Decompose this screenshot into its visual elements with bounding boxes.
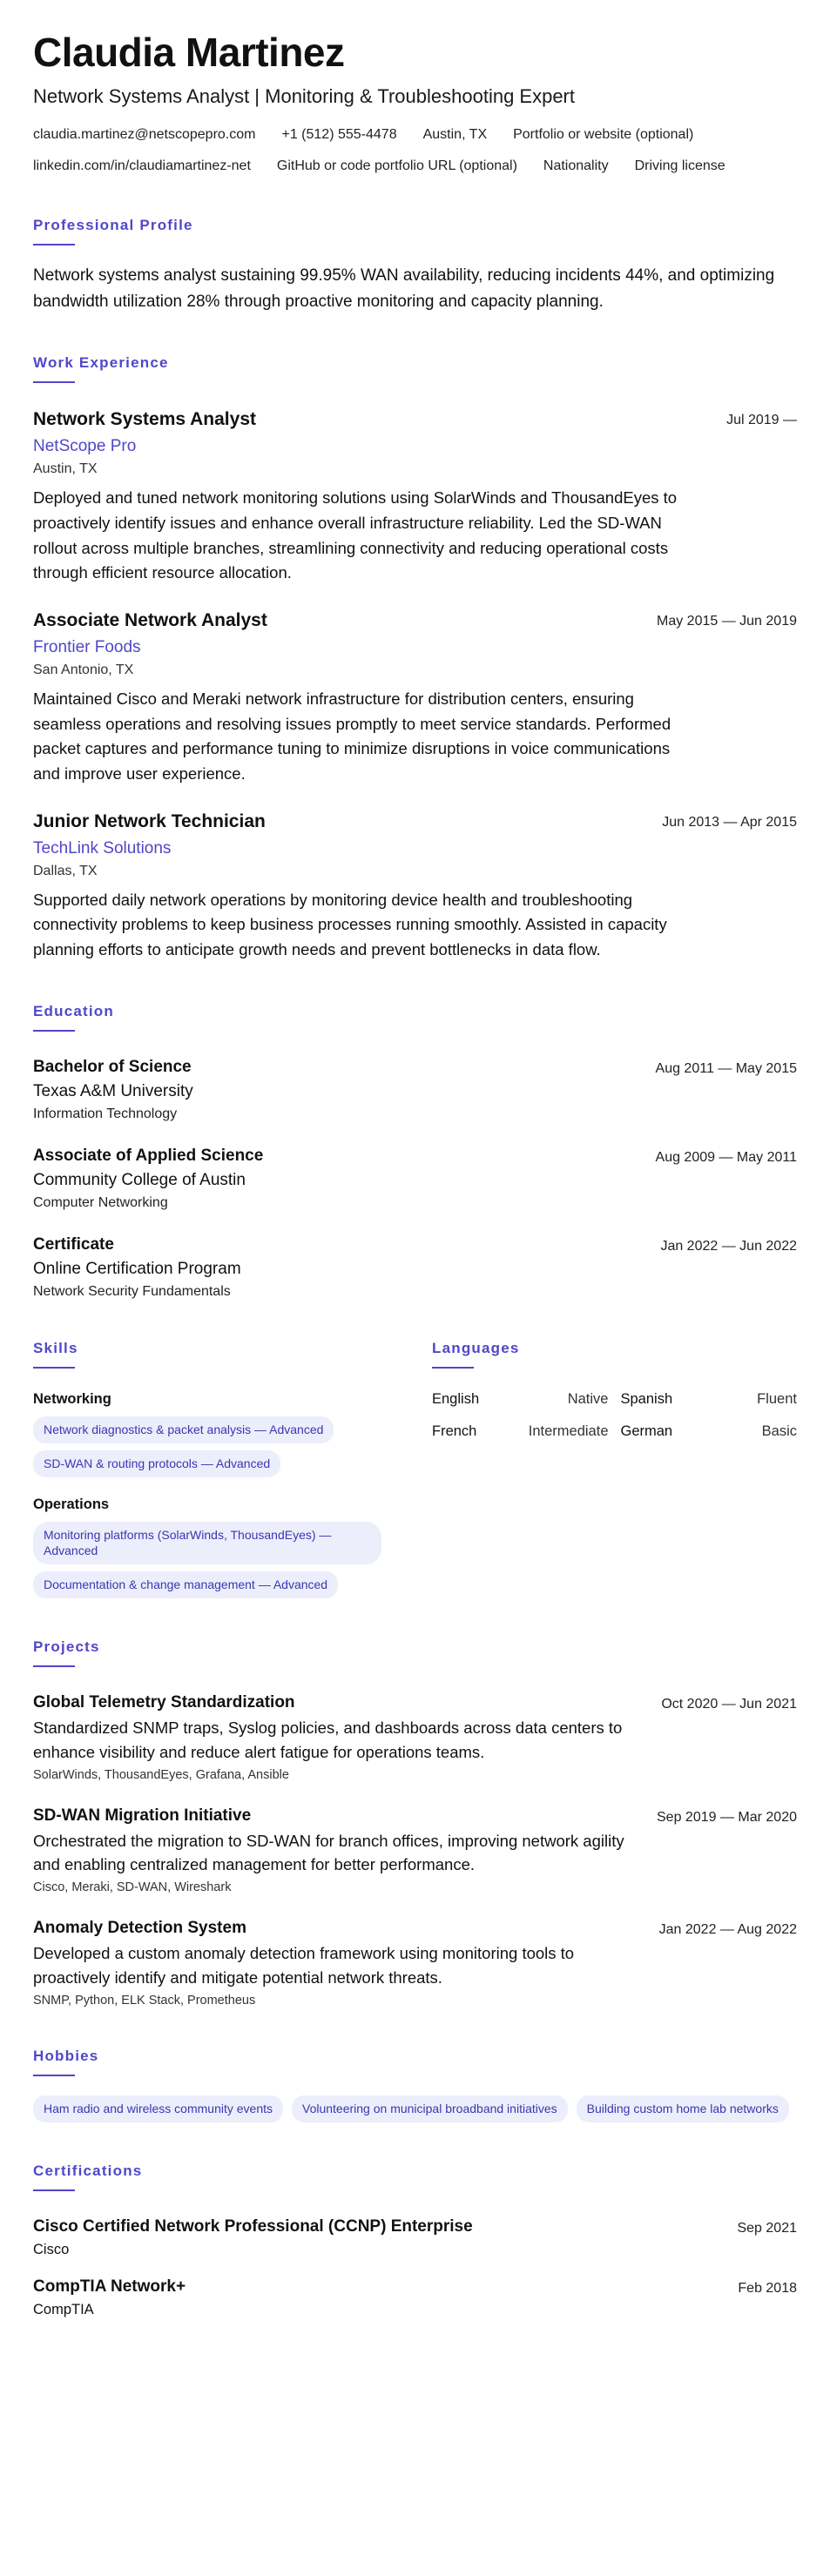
contact-email[interactable]: claudia.martinez@netscopepro.com [33, 127, 256, 143]
profile-summary: Network systems analyst sustaining 99.95% WAN availability, reducing incidents 44%, and optimizing bandwidth utilization 28% through proactive monitoring and capacity planning. [33, 266, 775, 311]
experience-dates: Jul 2019 — [726, 413, 797, 428]
project-dates: Sep 2019 — Mar 2020 [657, 1809, 797, 1825]
candidate-headline: Network Systems Analyst | Monitoring & Troubleshooting Expert [33, 85, 575, 108]
language-name: English [432, 1390, 480, 1407]
school-name: Community College of Austin [33, 1170, 246, 1189]
section-divider [33, 1665, 75, 1667]
project-description: Developed a custom anomaly detection framework using monitoring tools to proactively identify and mitigate potential network threats. [33, 1944, 575, 1987]
school-name: Texas A&M University [33, 1081, 193, 1100]
section-divider [33, 381, 75, 383]
contact-linkedin[interactable]: linkedin.com/in/claudiamartinez-net [33, 158, 251, 173]
contact-location: Austin, TX [422, 127, 488, 143]
job-title: Associate Network Analyst [33, 610, 267, 631]
field-of-study: Computer Networking [33, 1194, 168, 1210]
skill-chip-list [33, 1522, 397, 1599]
language-list [432, 1391, 797, 1440]
languages-section [432, 1340, 797, 1598]
company-name: Frontier Foods [33, 638, 141, 657]
section-divider [33, 2189, 75, 2191]
skill-chip: SD-WAN & routing protocols — Advanced [33, 1450, 280, 1477]
project-name: Anomaly Detection System [33, 1919, 246, 1938]
education-entry [33, 1058, 797, 1122]
section-divider [33, 1030, 75, 1032]
project-name: SD-WAN Migration Initiative [33, 1806, 252, 1825]
field-of-study: Information Technology [33, 1106, 178, 1121]
project-tech: Cisco, Meraki, SD-WAN, Wireshark [33, 1880, 232, 1895]
language-name: Spanish [620, 1390, 673, 1407]
experience-entry [33, 610, 797, 787]
section-divider [432, 1367, 474, 1369]
experience-dates: May 2015 — Jun 2019 [657, 614, 797, 629]
language-item [432, 1423, 609, 1440]
section-title: Languages [432, 1339, 520, 1356]
contact-github[interactable]: GitHub or code portfolio URL (optional) [276, 158, 517, 173]
hobby-chip: Volunteering on municipal broadband initiatives [292, 2095, 568, 2122]
education-section [33, 1003, 797, 1300]
skills-languages-row [33, 1340, 797, 1598]
project-entry [33, 1919, 797, 2008]
education-dates: Aug 2011 — May 2015 [655, 1060, 797, 1076]
job-location: Dallas, TX [33, 863, 98, 878]
section-divider [33, 2075, 75, 2076]
certification-name: CompTIA Network+ [33, 2277, 186, 2296]
project-entry [33, 1693, 797, 1782]
degree-name: Associate of Applied Science [33, 1146, 264, 1165]
hobby-chip: Ham radio and wireless community events [33, 2095, 283, 2122]
certification-name: Cisco Certified Network Professional (CCNP) Enterprise [33, 2216, 473, 2236]
project-description: Orchestrated the migration to SD-WAN for branch offices, improving network agility and enabling centralized management for better performance. [33, 1831, 624, 1874]
certifications-section [33, 2162, 797, 2318]
certification-entry [33, 2217, 797, 2258]
certification-date: Feb 2018 [738, 2280, 797, 2296]
experience-section [33, 354, 797, 962]
skill-chip: Network diagnostics & packet analysis — Advanced [33, 1416, 334, 1443]
resume-header [33, 31, 797, 177]
section-title: Skills [33, 1339, 78, 1356]
experience-entry [33, 811, 797, 963]
job-description: Deployed and tuned network monitoring solutions using SolarWinds and ThousandEyes to proactively identify issues and enhance overall infrastructure reliability. Led the SD-WAN rollout across multiple branches, streamlining connectivity and reducing operational costs through efficient resource allocation. [33, 488, 678, 582]
hobbies-section [33, 2048, 797, 2122]
certification-date: Sep 2021 [737, 2220, 797, 2236]
degree-name: Bachelor of Science [33, 1057, 192, 1076]
section-title: Hobbies [33, 2047, 99, 2064]
project-entry [33, 1806, 797, 1895]
project-description: Standardized SNMP traps, Syslog policies, and dashboards across data centers to enhance visibility and reduce alert fatigue for operations teams. [33, 1718, 623, 1761]
skill-category: Operations [33, 1496, 110, 1512]
section-divider [33, 244, 75, 245]
skill-category: Networking [33, 1390, 111, 1407]
contact-phone[interactable]: +1 (512) 555-4478 [281, 127, 397, 143]
skill-chip: Documentation & change management — Advanced [33, 1571, 338, 1598]
certification-issuer: CompTIA [33, 2301, 94, 2317]
language-item [432, 1391, 609, 1408]
project-tech: SNMP, Python, ELK Stack, Prometheus [33, 1993, 256, 2008]
section-title: Education [33, 1002, 114, 1019]
experience-entry [33, 409, 797, 586]
field-of-study: Network Security Fundamentals [33, 1283, 231, 1299]
profile-section [33, 217, 797, 314]
hobby-chip: Building custom home lab networks [577, 2095, 789, 2122]
education-entry [33, 1147, 797, 1211]
education-dates: Aug 2009 — May 2011 [655, 1149, 797, 1165]
language-item [621, 1391, 798, 1408]
contact-portfolio[interactable]: Portfolio or website (optional) [513, 127, 694, 143]
education-entry [33, 1235, 797, 1300]
language-item [621, 1423, 798, 1440]
experience-dates: Jun 2013 — Apr 2015 [662, 814, 797, 830]
language-name: German [620, 1423, 673, 1439]
section-title: Work Experience [33, 354, 169, 372]
contact-list [33, 124, 797, 177]
skill-chip: Monitoring platforms (SolarWinds, ThousandEyes) — Advanced [33, 1522, 381, 1565]
section-divider [33, 1367, 75, 1369]
job-description: Maintained Cisco and Meraki network infrastructure for distribution centers, ensuring seamless operations and resolving issues promptly to meet service standards. Performed packet captures and performance tuning to minimize disruptions in voice communications and improve user experience. [33, 689, 671, 784]
degree-name: Certificate [33, 1234, 114, 1254]
job-location: San Antonio, TX [33, 662, 134, 678]
projects-section [33, 1638, 797, 2008]
company-name: NetScope Pro [33, 437, 137, 456]
company-name: TechLink Solutions [33, 838, 172, 858]
language-name: French [432, 1423, 477, 1439]
hobby-chip-list [33, 2095, 797, 2122]
job-title: Junior Network Technician [33, 810, 266, 831]
certification-issuer: Cisco [33, 2241, 70, 2257]
language-level: Fluent [757, 1390, 797, 1407]
job-title: Network Systems Analyst [33, 409, 256, 430]
project-tech: SolarWinds, ThousandEyes, Grafana, Ansible [33, 1767, 289, 1782]
contact-nationality: Nationality [543, 158, 609, 173]
project-dates: Jan 2022 — Aug 2022 [658, 1922, 797, 1938]
job-location: Austin, TX [33, 461, 98, 477]
education-dates: Jan 2022 — Jun 2022 [660, 1238, 797, 1254]
language-level: Basic [761, 1423, 797, 1439]
section-title: Certifications [33, 2162, 143, 2179]
section-title: Professional Profile [33, 217, 193, 234]
language-level: Native [567, 1390, 609, 1407]
school-name: Online Certification Program [33, 1259, 241, 1278]
job-description: Supported daily network operations by monitoring device health and troubleshooting connectivity problems to keep business processes running smoothly. Assisted in capacity planning efforts to anticipate growth needs and prevent bottlenecks in data flow. [33, 890, 667, 959]
candidate-name: Claudia Martinez [33, 30, 345, 75]
skill-chip-list [33, 1416, 397, 1477]
language-level: Intermediate [528, 1423, 609, 1439]
skills-section [33, 1340, 397, 1598]
project-dates: Oct 2020 — Jun 2021 [661, 1697, 797, 1712]
project-name: Global Telemetry Standardization [33, 1693, 295, 1712]
section-title: Projects [33, 1638, 100, 1656]
contact-driving-license: Driving license [634, 158, 725, 173]
certification-entry [33, 2277, 797, 2318]
